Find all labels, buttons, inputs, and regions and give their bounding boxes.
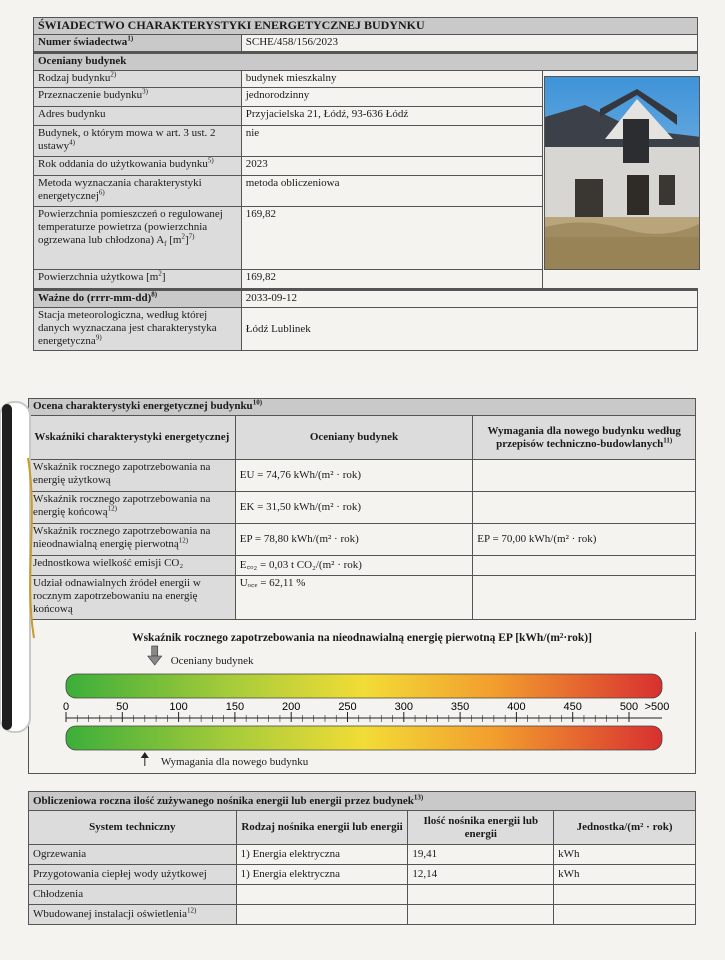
oze-value: Uₒ꜀ₑ = 62,11 % bbox=[235, 576, 473, 620]
scale-tick-label: 200 bbox=[282, 701, 301, 713]
energy-row-unit: kWh bbox=[554, 865, 696, 885]
scale-tick-label: 400 bbox=[507, 701, 526, 713]
energy-row-carrier: 1) Energia elektryczna bbox=[236, 845, 408, 865]
oze-req bbox=[473, 576, 696, 620]
ep-value: EP = 78,80 kWh/(m² · rok) bbox=[235, 524, 473, 556]
year-label: Rok oddania do użytkowania budynku$^{5)}$ bbox=[34, 157, 242, 176]
assessed-bar bbox=[66, 674, 662, 698]
energy-heading: Obliczeniowa roczna ilość zużywanego nośnika energii lub energii przez budynek$^{13)}$ bbox=[29, 792, 696, 811]
valid-until-value: 2033-09-12 bbox=[241, 290, 697, 308]
method-value: metoda obliczeniowa bbox=[241, 176, 543, 207]
energy-row-unit: kWh bbox=[554, 845, 696, 865]
scale-tick-label: 350 bbox=[450, 701, 470, 713]
ek-value: EK = 31,50 kWh/(m² · rok) bbox=[235, 492, 473, 524]
heated-area-label: Powierzchnia pomieszczeń o regulowanej temperaturze powietrza (powierzchnia ogrzewana lub chłodzona) $A_f$ $[m^2]^{7)}$ bbox=[34, 207, 242, 270]
rating-heading: Ocena charakterystyki energetycznej budynku$^{10)}$ bbox=[29, 399, 696, 416]
scale-tick-label: 0 bbox=[62, 701, 70, 713]
scale-tick-label: 250 bbox=[338, 701, 357, 713]
ep-label: Wskaźnik rocznego zapotrzebowania na nieodnawialną energię pierwotną$^{12)}$ bbox=[29, 524, 236, 556]
scale-tick-label: 150 bbox=[225, 701, 245, 713]
energy-row-amount bbox=[408, 885, 554, 905]
energy-row-system: Chłodzenia bbox=[29, 885, 237, 905]
valid-until-label: Ważne do (rrrr-mm-dd)$^{8)}$ bbox=[34, 290, 242, 308]
building-photo bbox=[544, 76, 700, 270]
building-type-label: Rodzaj budynku$^{2)}$ bbox=[34, 71, 242, 88]
station-value: Łódź Lublinek bbox=[241, 308, 697, 351]
art3-value: nie bbox=[241, 126, 543, 157]
eu-label: Wskaźnik rocznego zapotrzebowania na energię użytkową bbox=[29, 460, 236, 492]
eu-req bbox=[473, 460, 696, 492]
co2-label: Jednostkowa wielkość emisji CO₂ bbox=[29, 556, 236, 576]
energy-row-system: Wbudowanej instalacji oświetlenia$^{12)}$ bbox=[29, 905, 237, 925]
energy-col-system: System techniczny bbox=[29, 811, 237, 845]
requirement-bar bbox=[66, 726, 662, 750]
rating-col-requirements: Wymagania dla nowego budynku według przepisów techniczno-budowlanych$^{11)}$ bbox=[473, 416, 696, 460]
energy-row-system: Ogrzewania bbox=[29, 845, 237, 865]
certificate-label: Numer świadectwa$^{1)}$ bbox=[34, 35, 242, 53]
energy-col-unit: Jednostka/(m² · rok) bbox=[554, 811, 696, 845]
energy-row-system: Przygotowania ciepłej wody użytkowej bbox=[29, 865, 237, 885]
oze-label: Udział odnawialnych źródeł energii w rocznym zapotrzebowaniu na energię końcową bbox=[29, 576, 236, 620]
scale-tick-label: 100 bbox=[169, 701, 188, 713]
heated-area-value: 169,82 bbox=[241, 207, 543, 270]
co2-req bbox=[473, 556, 696, 576]
building-section-heading: Oceniany budynek bbox=[34, 53, 698, 71]
energy-row-amount bbox=[408, 905, 554, 925]
station-label: Stacja meteorologiczna, według której danych wyznaczana jest charakterystyka energetyczna$^{9)}$ bbox=[34, 308, 242, 351]
rating-col-indicators: Wskaźniki charakterystyki energetycznej bbox=[29, 416, 236, 460]
rating-col-assessed: Oceniany budynek bbox=[235, 416, 473, 460]
ek-label: Wskaźnik rocznego zapotrzebowania na energię końcową$^{12)}$ bbox=[29, 492, 236, 524]
energy-row-carrier bbox=[236, 885, 408, 905]
year-value: 2023 bbox=[241, 157, 543, 176]
assessed-label: Oceniany budynek bbox=[170, 655, 254, 667]
art3-label: Budynek, o którym mowa w art. 3 ust. 2 ustawy$^{4)}$ bbox=[34, 126, 242, 157]
eu-value: EU = 74,76 kWh/(m² · rok) bbox=[235, 460, 473, 492]
certificate-number: SCHE/458/156/2023 bbox=[241, 35, 697, 53]
assessed-marker-icon bbox=[148, 646, 162, 665]
usable-area-value: 169,82 bbox=[241, 270, 543, 290]
energy-col-carrier: Rodzaj nośnika energii lub energii bbox=[236, 811, 408, 845]
building-purpose-value: jednorodzinny bbox=[241, 88, 543, 107]
energy-row-amount: 12,14 bbox=[408, 865, 554, 885]
ek-req bbox=[473, 492, 696, 524]
building-address-value: Przyjacielska 21, Łódź, 93-636 Łódź bbox=[241, 107, 543, 126]
building-type-value: budynek mieszkalny bbox=[241, 71, 543, 88]
scale-tick-label: 500 bbox=[619, 701, 639, 713]
energy-col-amount: Ilość nośnika energii lub energii bbox=[408, 811, 554, 845]
co2-value: E꜀ₒ₂ = 0,03 t CO₂/(m² · rok) bbox=[235, 556, 473, 576]
ep-scale bbox=[28, 632, 696, 774]
energy-row-carrier: 1) Energia elektryczna bbox=[236, 865, 408, 885]
energy-row-amount: 19,41 bbox=[408, 845, 554, 865]
scale-tick-label: >500 bbox=[644, 701, 670, 713]
page-title: ŚWIADECTWO CHARAKTERYSTYKI ENERGETYCZNEJ BUDYNKU bbox=[34, 18, 698, 35]
rating-table bbox=[28, 398, 696, 620]
method-label: Metoda wyznaczania charakterystyki energetycznej$^{6)}$ bbox=[34, 176, 242, 207]
energy-row-unit bbox=[554, 905, 696, 925]
energy-row-unit bbox=[554, 885, 696, 905]
binder-clip-icon bbox=[0, 398, 42, 758]
requirement-label: Wymagania dla nowego budynku bbox=[160, 756, 309, 768]
scale-tick-label: 50 bbox=[116, 701, 129, 713]
scale-tick-label: 300 bbox=[394, 701, 413, 713]
energy-row-carrier bbox=[236, 905, 408, 925]
usable-area-label: Powierzchnia użytkowa $[m^2]$ bbox=[34, 270, 242, 290]
requirement-marker-icon bbox=[141, 752, 149, 766]
scale-title: Wskaźnik rocznego zapotrzebowania na nieodnawialną energię pierwotną EP [kWh/(m²·rok)] bbox=[132, 632, 592, 644]
ep-req: EP = 70,00 kWh/(m² · rok) bbox=[473, 524, 696, 556]
building-address-label: Adres budynku bbox=[34, 107, 242, 126]
scale-tick-label: 450 bbox=[563, 701, 582, 713]
building-purpose-label: Przeznaczenie budynku$^{3)}$ bbox=[34, 88, 242, 107]
energy-table bbox=[28, 791, 696, 925]
